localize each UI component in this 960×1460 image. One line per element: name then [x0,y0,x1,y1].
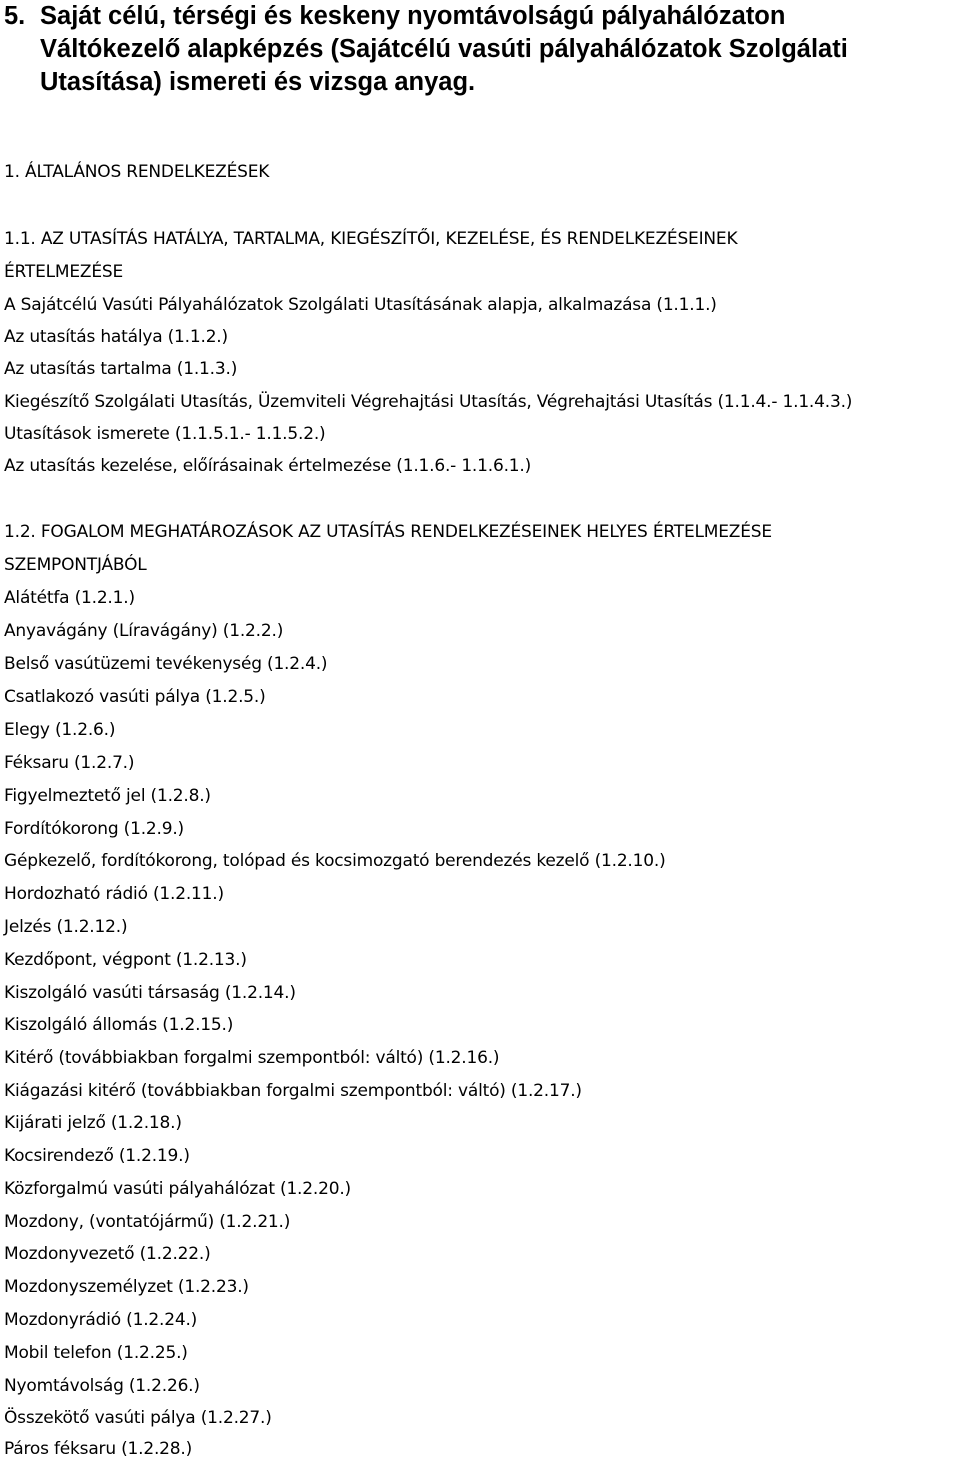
list-item: Közforgalmú vasúti pályahálózat (1.2.20.) [4,1179,351,1199]
list-item: Alátétfa (1.2.1.) [4,588,135,608]
list-item: Elegy (1.2.6.) [4,720,116,740]
section-1-2-heading: SZEMPONTJÁBÓL [4,555,147,575]
document-title [4,0,950,99]
list-item: Mozdonyrádió (1.2.24.) [4,1310,198,1330]
title-number: 5. [4,2,26,30]
section-1-2-heading: 1.2. FOGALOM MEGHATÁROZÁSOK AZ UTASÍTÁS RENDELKEZÉSEINEK HELYES ÉRTELMEZÉSE [4,522,772,542]
list-item: Az utasítás tartalma (1.1.3.) [4,359,238,379]
list-item: Mozdonyvezető (1.2.22.) [4,1244,211,1264]
title-line: Saját célú, térségi és keskeny nyomtávolságú pályahálózaton [40,2,786,30]
list-item: Nyomtávolság (1.2.26.) [4,1376,200,1396]
list-item: A Sajátcélú Vasúti Pályahálózatok Szolgálati Utasításának alapja, alkalmazása (1.1.1.) [4,295,717,315]
list-item: Féksaru (1.2.7.) [4,753,135,773]
list-item: Kiszolgáló állomás (1.2.15.) [4,1015,234,1035]
list-item: Az utasítás hatálya (1.1.2.) [4,327,228,347]
list-item: Mozdonyszemélyzet (1.2.23.) [4,1277,249,1297]
list-item: Figyelmeztető jel (1.2.8.) [4,786,211,806]
list-item: Hordozható rádió (1.2.11.) [4,884,224,904]
list-item: Összekötő vasúti pálya (1.2.27.) [4,1408,272,1428]
list-item: Páros féksaru (1.2.28.) [4,1439,193,1459]
list-item: Az utasítás kezelése, előírásainak értelmezése (1.1.6.- 1.1.6.1.) [4,456,532,476]
section-1-heading: 1. ÁLTALÁNOS RENDELKEZÉSEK [4,162,270,182]
list-item: Jelzés (1.2.12.) [4,917,128,937]
list-item: Kiegészítő Szolgálati Utasítás, Üzemviteli Végrehajtási Utasítás, Végrehajtási Utasítás (1.1.4.- 1.1.4.3.) [4,392,853,412]
list-item: Utasítások ismerete (1.1.5.1.- 1.1.5.2.) [4,424,326,444]
list-item: Fordítókorong (1.2.9.) [4,819,184,839]
list-item: Mozdony, (vontatójármű) (1.2.21.) [4,1212,291,1232]
list-item: Kiszolgáló vasúti társaság (1.2.14.) [4,983,296,1003]
list-item: Csatlakozó vasúti pálya (1.2.5.) [4,687,266,707]
title-line: Váltókezelő alapképzés (Sajátcélú vasúti pályahálózatok Szolgálati [40,35,848,63]
list-item: Anyavágány (Líravágány) (1.2.2.) [4,621,284,641]
list-item: Kijárati jelző (1.2.18.) [4,1113,182,1133]
list-item: Kiágazási kitérő (továbbiakban forgalmi szempontból: váltó) (1.2.17.) [4,1081,582,1101]
list-item: Belső vasútüzemi tevékenység (1.2.4.) [4,654,328,674]
section-1-1-heading: ÉRTELMEZÉSE [4,262,124,282]
list-item: Mobil telefon (1.2.25.) [4,1343,188,1363]
section-1-1-heading: 1.1. AZ UTASÍTÁS HATÁLYA, TARTALMA, KIEGÉSZÍTŐI, KEZELÉSE, ÉS RENDELKEZÉSEINEK [4,229,738,249]
list-item: Kezdőpont, végpont (1.2.13.) [4,950,247,970]
title-line: Utasítása) ismereti és vizsga anyag. [40,68,476,96]
list-item: Kocsirendező (1.2.19.) [4,1146,190,1166]
list-item: Kitérő (továbbiakban forgalmi szempontból: váltó) (1.2.16.) [4,1048,500,1068]
list-item: Gépkezelő, fordítókorong, tolópad és kocsimozgató berendezés kezelő (1.2.10.) [4,851,666,871]
